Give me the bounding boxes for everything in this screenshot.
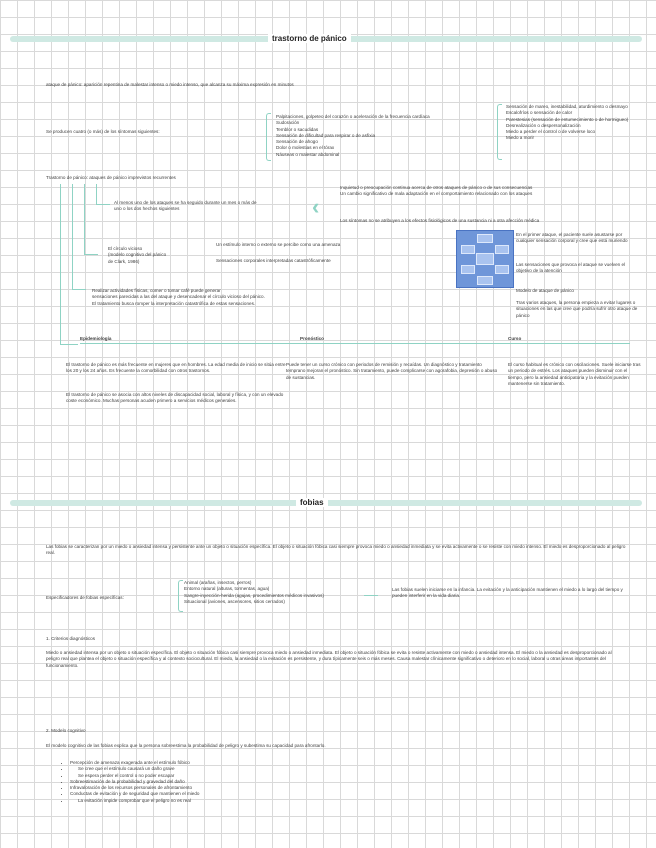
model-step-text: Sensaciones corporales interpretadas catastróficamente (216, 258, 331, 263)
connector-line (364, 595, 378, 596)
tree-line (84, 254, 98, 255)
criteria-exclusion: Los síntomas no se atribuyen a los efectos fisiológicos de una sustancia ni a otra afección médica (340, 218, 540, 223)
course-text: El curso habitual es crónico con oscilaciones. Suele iniciarse tras un periodo de estrés. Los ataques pueden disminuir con el tiempo, pero la ansiedad anticipatoria y la evitación pueden mantenerse sin tratamiento. (508, 362, 641, 386)
section-title: trastorno de pánico (268, 34, 351, 43)
panic-model-diagram (456, 230, 514, 288)
diagram-caption: Modelo de ataque de pánico (516, 288, 574, 293)
tree-line (84, 184, 85, 254)
specifiers-list: Animal (arañas, insectos, perros) Entorno natural (alturas, tormentas, agua) Sangre-inyección-herida (agujas, procedimientos médicos invasivos) Situacional (aviones, ascensores, sitios cerrados) (184, 580, 324, 604)
description-paragraph: Realizar actividades físicas, comer o tomar café puede generar sensaciones parecidas a las del ataque y desencadenar el círculo vicioso del pánico. El tratamiento busca romper la interpretación catastrófica de estas sensaciones. (92, 288, 265, 306)
brace (266, 113, 271, 161)
attack-consequences-text: Al menos uno de los ataques se ha seguido durante un mes o más de uno o los dos hechos siguientes (114, 200, 257, 212)
epidemiology-text: El trastorno de pánico es más frecuente en mujeres que en hombres. La edad media de inicio se sitúa entre los 20 y los 24 años. Es frecuente la comorbilidad con otros trastornos. (66, 362, 286, 374)
brace (178, 580, 183, 612)
prognosis-text: Puede tener un curso crónico con periodos de remisión y recaídas. Un diagnóstico y tratamiento temprano mejoran el pronóstico. Sin tratamiento, puede complicarse con agorafobia, depresión o abuso de sustancias. (286, 362, 498, 380)
column-heading-course: Curso (508, 336, 522, 341)
list-item: • Conductas de evitación y de seguridad que mantienen el miedo (70, 791, 650, 797)
list-item: • Sobreestimación de la probabilidad y gravedad del daño (70, 779, 650, 785)
epidemiology-text: El trastorno de pánico se asocia con altos niveles de discapacidad social, laboral y física, y con un elevado coste económico. Muchas personas acuden primero a servicios médicos generales. (66, 392, 284, 404)
symptoms-list-a: Palpitaciones, golpeteo del corazón o aceleración de la frecuencia cardíaca Sudoración Temblor o sacudidas Sensación de dificultad para respirar o de asfixia Sensación de ahogo Dolor o molestias en el tórax Náuseas o malestar abdominal (276, 114, 430, 157)
tree-line (72, 184, 73, 289)
tree-line (60, 344, 78, 345)
model-step-text: Un estímulo interno o externo se percibe como una amenaza (216, 242, 341, 247)
criteria-text: Inquietud o preocupación continua acerca de otros ataques de pánico o de sus consecuencias Un cambio significativo de mala adaptación en el comportamiento relacionado con los ataques (340, 185, 533, 197)
arrow-left-icon: ‹ (312, 194, 320, 219)
panic-disorder-definition: Trastorno de pánico: ataques de pánico imprevistos recurrentes (46, 175, 176, 180)
cognitive-model-list (64, 760, 650, 804)
cognitive-model-text: El modelo cognitivo de las fobias explica que la persona sobreestima la probabilidad de peligro y subestima su capacidad para afrontarlo. (46, 743, 326, 748)
list-item: • La evitación impide comprobar que el peligro no es real (70, 798, 650, 804)
tree-line (60, 184, 61, 344)
column-heading-prognosis: Pronóstico (300, 336, 324, 341)
column-heading-epidemiology: Epidemiología (80, 336, 112, 341)
list-item: • Percepción de amenaza exagerada ante el estímulo fóbico (70, 760, 650, 766)
vicious-circle-title: El círculo vicioso (modelo cognitivo del pánico de Clark, 1986) (108, 246, 167, 264)
phobias-intro: Las fobias se caracterizan por un miedo o ansiedad intensa y persistente ante un objeto o situación específica. El objeto o situación fóbica casi siempre provoca miedo o ansiedad inmediata y se evita activamente o se resiste con miedo intenso. El miedo es desproporcionado al peligro real. (46, 544, 626, 556)
specifiers-label: Especificadores de fobias específicas: (46, 595, 124, 600)
brace (497, 104, 502, 160)
intro-text: ataque de pánico: aparición repentina de malestar intenso o miedo intenso, que alcanza su máxima expresión en minutos (46, 82, 294, 87)
list-item: • Se cree que el estímulo causará un daño grave (70, 766, 650, 772)
tree-line (96, 184, 97, 204)
divider (80, 343, 630, 344)
diagram-side-note: Las sensaciones que provoca el ataque se vuelven el objetivo de la atención (516, 262, 626, 274)
list-item: • Se espera perder el control o no poder escapar (70, 773, 650, 779)
diagnostic-criteria-text: Miedo o ansiedad intensa por un objeto o situación específica. El objeto o situación fóbica casi siempre provoca miedo o ansiedad inmediata. El objeto o situación fóbica se evita o resiste activamente con miedo o ansiedad intensa. El miedo o la ansiedad es desproporcionado al peligro real que plantea el objeto o situación específica y al contexto sociocultural. El miedo, la ansiedad o la evitación es persistente, y dura típicamente seis o más meses. Causa malestar clínicamente significativo o deterioro en lo social, laboral u otras áreas importantes del funcionamiento. (46, 650, 612, 668)
heading-diagnostic-criteria: 1. Criterios diagnósticos (46, 636, 96, 641)
description-note: Tras varios ataques, la persona empieza a evitar lugares o situaciones en las que cree que podría sufrir otro ataque de pánico (516, 300, 638, 318)
tree-line (72, 289, 86, 290)
symptoms-label: Se producen cuatro (o más) de los síntomas siguientes: (46, 129, 160, 134)
diagram-side-note: En el primer ataque, el paciente suele asustarse por cualquier sensación corporal y cree que está muriendo (516, 232, 628, 244)
tree-line (96, 204, 110, 205)
section-title: fobias (296, 498, 328, 507)
symptoms-list-b: Sensación de mareo, inestabilidad, aturdimiento o desmayo Escalofríos o sensación de calor Parestesias (sensación de entumecimiento o de hormigueo) Desrealización o despersonalización Miedo a perder el control o de volverse loco Miedo a morir (506, 104, 629, 141)
list-item: • Infravaloración de los recursos personales de afrontamiento (70, 785, 650, 791)
heading-cognitive-model: 2. Modelo cognitivo (46, 728, 86, 733)
specifiers-note: Las fobias suelen iniciarse en la infancia. La evitación y la anticipación mantienen el miedo a lo largo del tiempo y pueden interferir en la vida diaria. (392, 587, 623, 599)
